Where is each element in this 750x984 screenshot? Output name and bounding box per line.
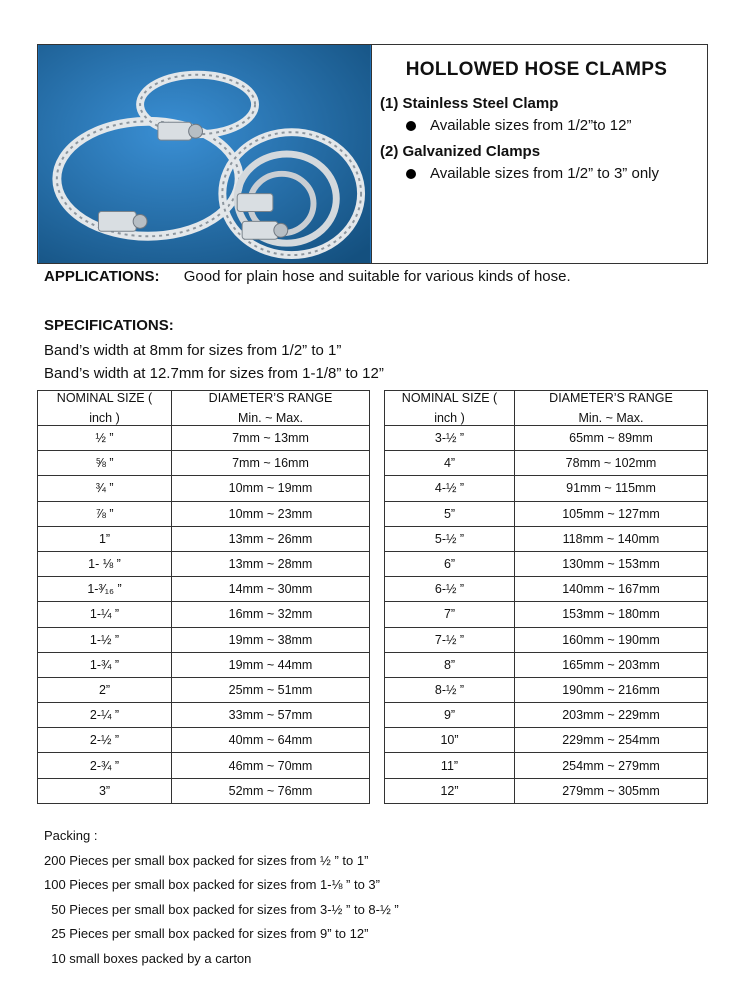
table-row xyxy=(385,577,708,602)
applications-text: Good for plain hose and suitable for various kinds of hose. xyxy=(183,268,571,285)
stainless-steel-sizes xyxy=(406,115,693,137)
nominal-size-cell: 6-½ ” xyxy=(385,577,515,602)
diameter-range-cell: 19mm ~ 38mm xyxy=(172,627,370,652)
table-row xyxy=(385,778,708,803)
table-row xyxy=(38,703,370,728)
nominal-size-cell: 1-³⁄₁₆ ” xyxy=(38,577,172,602)
diameter-range-cell: 19mm ~ 44mm xyxy=(172,652,370,677)
diameter-range-cell: 10mm ~ 19mm xyxy=(172,476,370,501)
nominal-size-cell: ⅝ ” xyxy=(38,451,172,476)
table-row xyxy=(385,501,708,526)
nominal-size-header xyxy=(385,391,515,426)
galvanized-sizes-text: Available sizes from 1/2” to 3” only xyxy=(430,165,659,182)
table-row xyxy=(385,526,708,551)
diameter-range-cell: 165mm ~ 203mm xyxy=(515,652,708,677)
diameter-range-cell: 140mm ~ 167mm xyxy=(515,577,708,602)
table-row xyxy=(38,476,370,501)
applications-label: APPLICATIONS: xyxy=(44,268,160,285)
nominal-size-cell: 4-½ ” xyxy=(385,476,515,501)
diameter-range-cell: 10mm ~ 23mm xyxy=(172,501,370,526)
nominal-size-cell: 1- ⅛ ” xyxy=(38,551,172,576)
packing-line: 200 Pieces per small box packed for sizes from ½ ” to 1” xyxy=(44,852,369,868)
diameter-range-cell: 130mm ~ 153mm xyxy=(515,551,708,576)
nominal-size-header-line1: NOMINAL SIZE ( xyxy=(401,391,498,405)
nominal-size-cell: 2-¼ ” xyxy=(38,703,172,728)
product-title: HOLLOWED HOSE CLAMPS xyxy=(405,59,668,80)
stainless-steel-sizes-text: Available sizes from 1/2”to 12” xyxy=(430,117,632,134)
stainless-steel-heading: (1) Stainless Steel Clamp xyxy=(380,95,559,112)
table-row xyxy=(38,551,370,576)
diameter-range-cell: 14mm ~ 30mm xyxy=(172,577,370,602)
nominal-size-header-line1: NOMINAL SIZE ( xyxy=(56,391,153,405)
nominal-size-cell: 1” xyxy=(38,526,172,551)
spec-line: Band’s width at 8mm for sizes from 1/2” to 1” xyxy=(44,342,342,359)
diameter-range-header xyxy=(172,391,370,426)
diameter-range-cell: 7mm ~ 16mm xyxy=(172,451,370,476)
table-row xyxy=(38,627,370,652)
diameter-range-cell: 13mm ~ 28mm xyxy=(172,551,370,576)
diameter-range-cell: 46mm ~ 70mm xyxy=(172,753,370,778)
table-row xyxy=(385,476,708,501)
product-photo xyxy=(38,45,372,263)
nominal-size-cell: 12” xyxy=(385,778,515,803)
diameter-range-cell: 229mm ~ 254mm xyxy=(515,728,708,753)
diameter-range-header-line1: DIAMETER’S RANGE xyxy=(208,391,333,405)
nominal-size-cell: 5-½ ” xyxy=(385,526,515,551)
nominal-size-cell: 2-¾ ” xyxy=(38,753,172,778)
diameter-range-cell: 33mm ~ 57mm xyxy=(172,703,370,728)
diameter-range-cell: 203mm ~ 229mm xyxy=(515,703,708,728)
table-row xyxy=(385,426,708,451)
table-row xyxy=(385,551,708,576)
nominal-size-cell: 1-¾ ” xyxy=(38,652,172,677)
nominal-size-header-line2: inch ) xyxy=(89,411,120,425)
table-row xyxy=(385,652,708,677)
diameter-range-cell: 7mm ~ 13mm xyxy=(172,426,370,451)
nominal-size-cell: 4” xyxy=(385,451,515,476)
diameter-range-cell: 52mm ~ 76mm xyxy=(172,778,370,803)
applications-line xyxy=(44,268,571,285)
diameter-range-cell: 118mm ~ 140mm xyxy=(515,526,708,551)
diameter-range-cell: 25mm ~ 51mm xyxy=(172,677,370,702)
nominal-size-cell: ½ ” xyxy=(38,426,172,451)
nominal-size-cell: ¾ ” xyxy=(38,476,172,501)
specifications-title: SPECIFICATIONS: xyxy=(44,317,174,334)
nominal-size-cell: 10” xyxy=(385,728,515,753)
table-row xyxy=(385,753,708,778)
product-info xyxy=(372,45,707,263)
diameter-range-cell: 190mm ~ 216mm xyxy=(515,677,708,702)
nominal-size-cell: 11” xyxy=(385,753,515,778)
diameter-range-cell: 160mm ~ 190mm xyxy=(515,627,708,652)
packing-section xyxy=(44,824,399,971)
packing-title: Packing : xyxy=(44,828,98,843)
diameter-range-cell: 153mm ~ 180mm xyxy=(515,602,708,627)
nominal-size-cell: 2-½ ” xyxy=(38,728,172,753)
nominal-size-cell: 3” xyxy=(38,778,172,803)
nominal-size-cell: 5” xyxy=(385,501,515,526)
packing-line: 10 small boxes packed by a carton xyxy=(44,950,252,966)
table-row xyxy=(38,753,370,778)
nominal-size-cell: 1-¼ ” xyxy=(38,602,172,627)
diameter-range-cell: 65mm ~ 89mm xyxy=(515,426,708,451)
packing-line: 100 Pieces per small box packed for sizes from 1-⅛ ” to 3” xyxy=(44,877,380,892)
packing-line: 25 Pieces per small box packed for sizes from 9” to 12” xyxy=(44,926,369,941)
diameter-range-cell: 91mm ~ 115mm xyxy=(515,476,708,501)
size-table-left xyxy=(37,390,370,804)
nominal-size-cell: 2” xyxy=(38,677,172,702)
bullet-icon xyxy=(406,121,416,131)
table-row xyxy=(38,526,370,551)
diameter-range-cell: 40mm ~ 64mm xyxy=(172,728,370,753)
nominal-size-cell: 1-½ ” xyxy=(38,627,172,652)
table-row xyxy=(385,728,708,753)
diameter-range-cell: 279mm ~ 305mm xyxy=(515,778,708,803)
table-row xyxy=(38,426,370,451)
table-row xyxy=(38,602,370,627)
table-row xyxy=(38,451,370,476)
nominal-size-cell: 6” xyxy=(385,551,515,576)
bullet-icon xyxy=(406,169,416,179)
diameter-range-header-line2: Min. ~ Max. xyxy=(238,411,303,425)
nominal-size-cell: 7” xyxy=(385,602,515,627)
packing-line: 50 Pieces per small box packed for sizes from 3-½ ” to 8-½ ” xyxy=(44,901,399,917)
diameter-range-cell: 13mm ~ 26mm xyxy=(172,526,370,551)
diameter-range-cell: 254mm ~ 279mm xyxy=(515,753,708,778)
diameter-range-cell: 105mm ~ 127mm xyxy=(515,501,708,526)
table-row xyxy=(38,778,370,803)
nominal-size-cell: 9” xyxy=(385,703,515,728)
table-row xyxy=(38,577,370,602)
nominal-size-header-line2: inch ) xyxy=(434,411,465,425)
nominal-size-header xyxy=(38,391,172,426)
table-row xyxy=(385,703,708,728)
nominal-size-cell: 8-½ ” xyxy=(385,677,515,702)
hose-clamps-image xyxy=(38,45,371,263)
galvanized-heading: (2) Galvanized Clamps xyxy=(380,143,541,160)
spec-line: Band’s width at 12.7mm for sizes from 1-1/8” to 12” xyxy=(44,365,384,382)
diameter-range-header-line2: Min. ~ Max. xyxy=(578,411,644,425)
diameter-range-cell: 16mm ~ 32mm xyxy=(172,602,370,627)
nominal-size-cell: 8” xyxy=(385,652,515,677)
table-row xyxy=(385,627,708,652)
table-row xyxy=(38,677,370,702)
nominal-size-cell: ⅞ ” xyxy=(38,501,172,526)
table-row xyxy=(385,451,708,476)
diameter-range-cell: 78mm ~ 102mm xyxy=(515,451,708,476)
diameter-range-header-line1: DIAMETER’S RANGE xyxy=(549,391,673,405)
size-table-right xyxy=(384,390,708,804)
table-row xyxy=(38,728,370,753)
product-header-box xyxy=(37,44,708,264)
nominal-size-cell: 7-½ ” xyxy=(385,627,515,652)
table-row xyxy=(38,501,370,526)
nominal-size-cell: 3-½ ” xyxy=(385,426,515,451)
table-row xyxy=(385,602,708,627)
table-row xyxy=(385,677,708,702)
table-row xyxy=(38,652,370,677)
galvanized-sizes xyxy=(406,163,693,185)
diameter-range-header xyxy=(515,391,708,426)
